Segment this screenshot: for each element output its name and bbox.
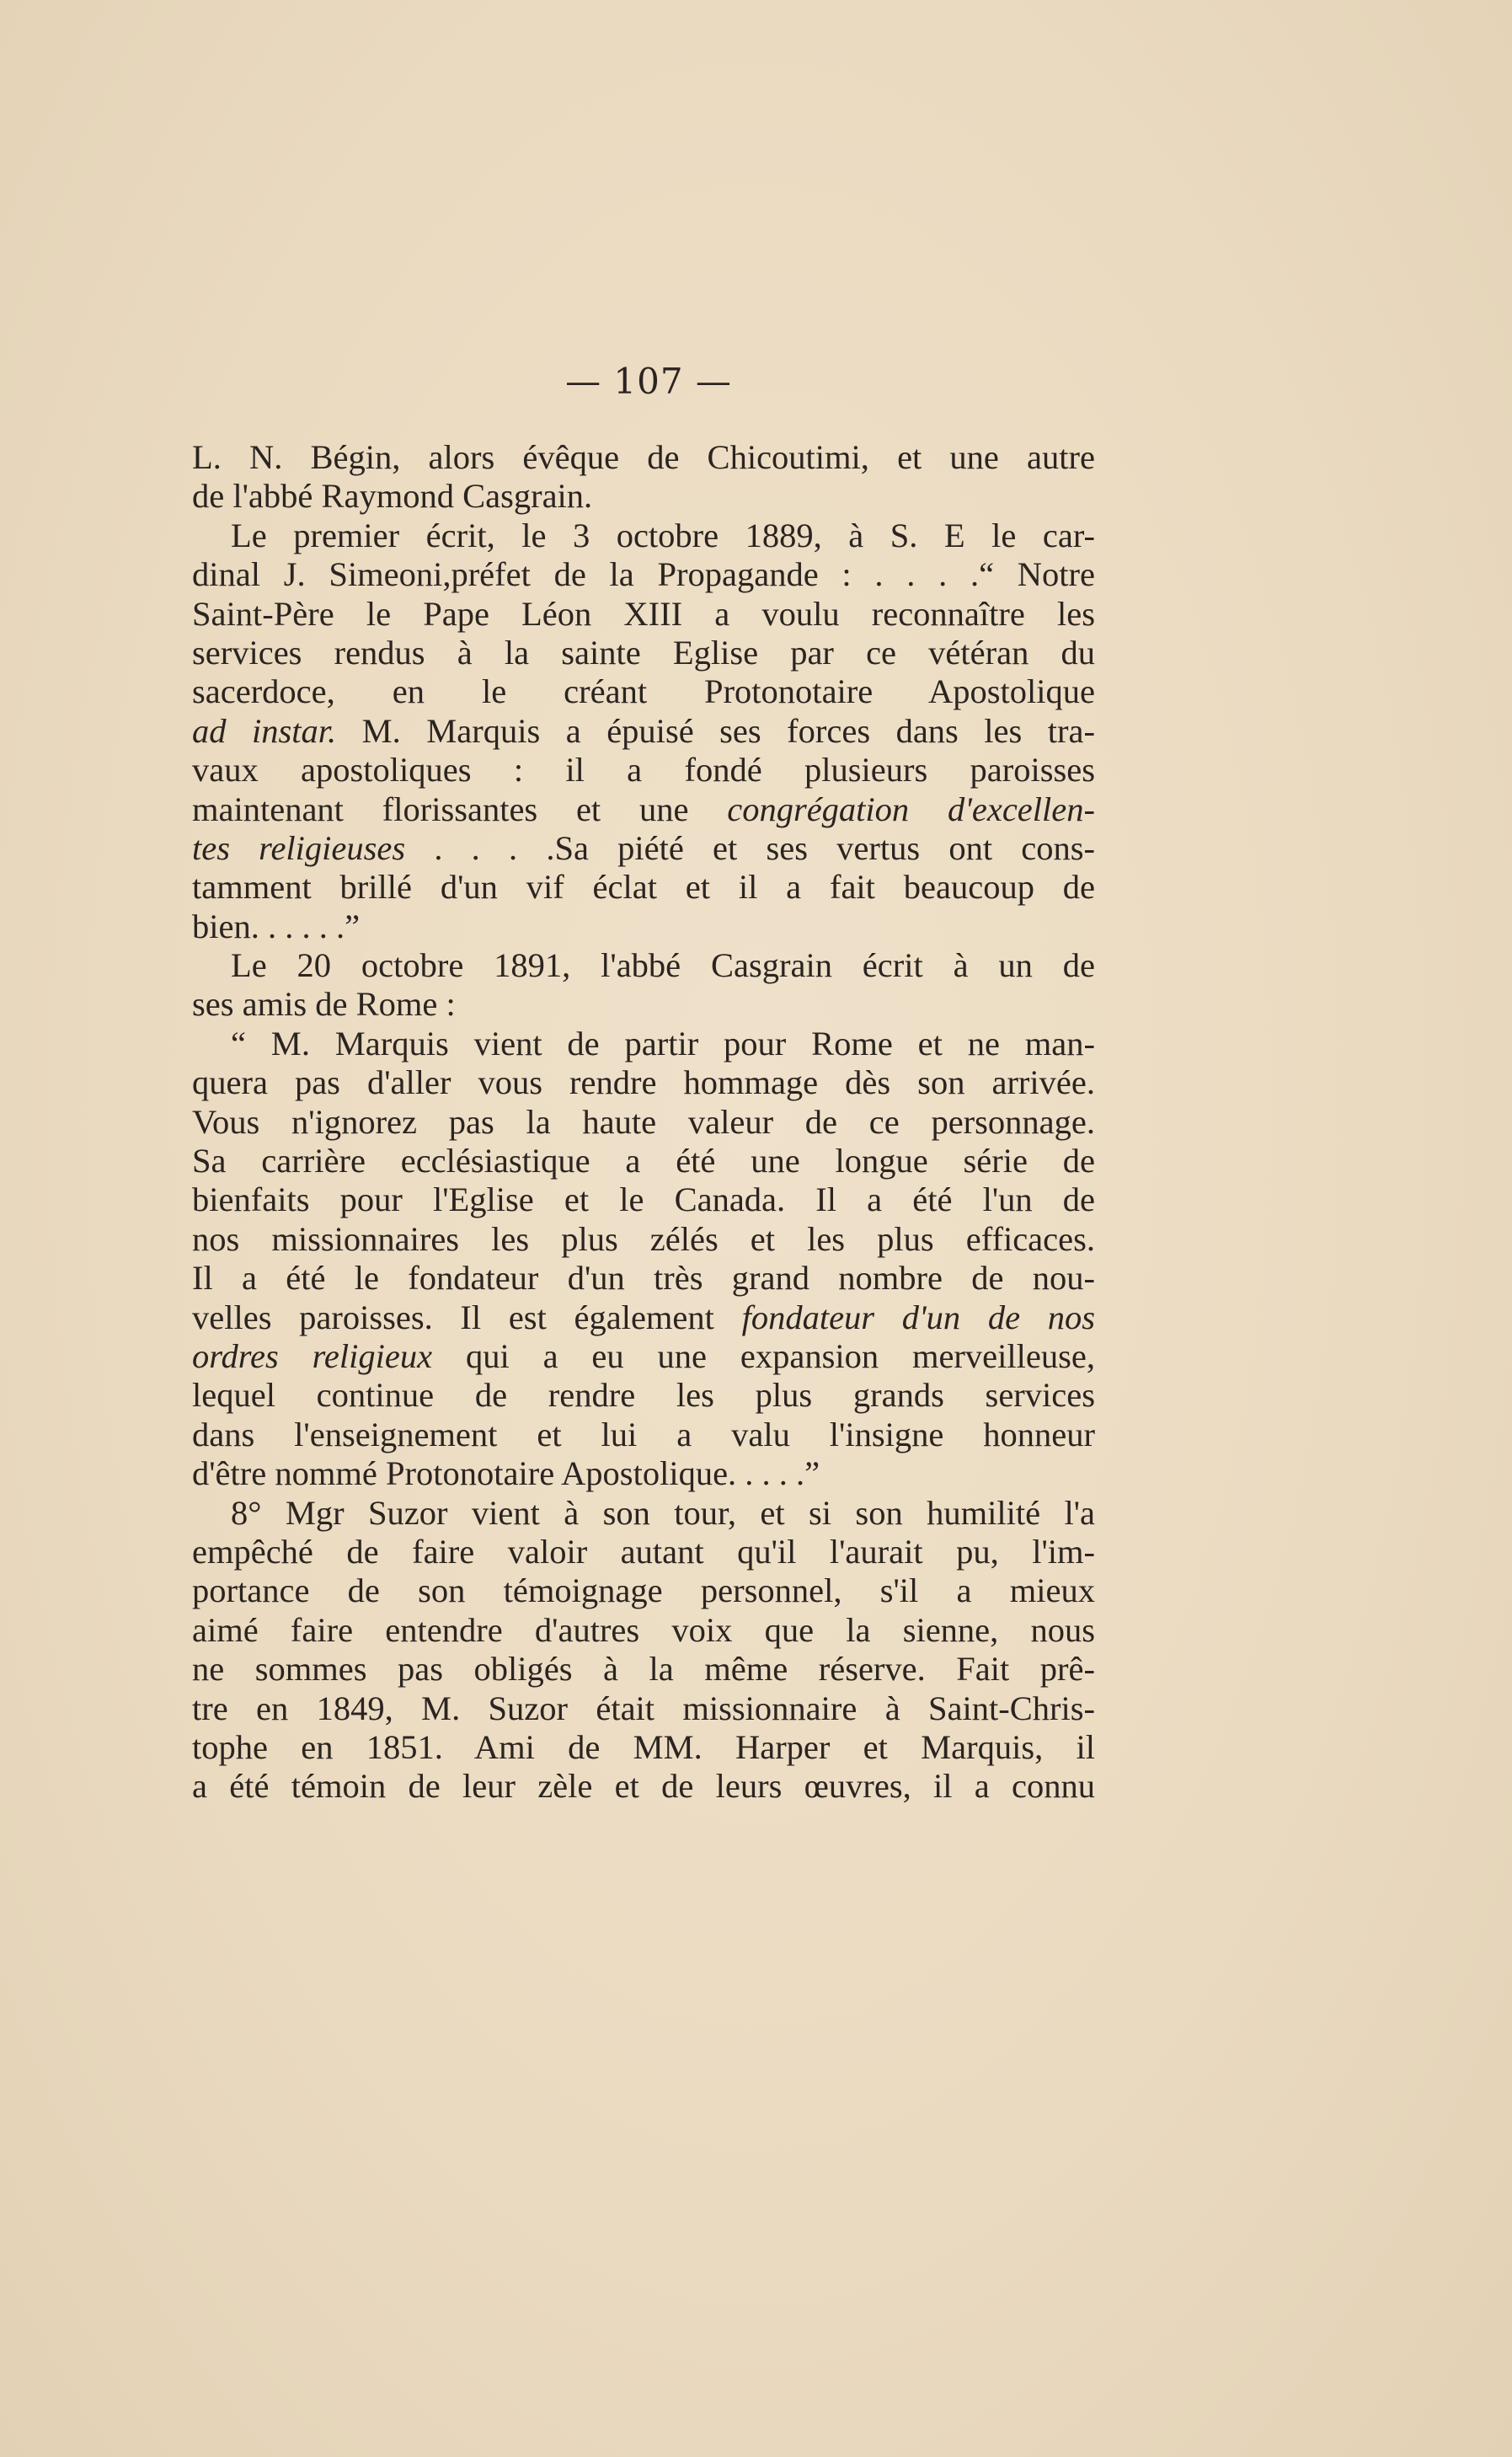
text-line: 8° Mgr Suzor vient à son tour, et si son humilité l'a xyxy=(231,1493,1095,1532)
text-line: lequel continue de rendre les plus grands services xyxy=(192,1376,1095,1415)
italic-text: tes religieuses xyxy=(192,828,406,867)
italic-text: ad instar. xyxy=(192,711,337,750)
text-line: de l'abbé Raymond Casgrain. xyxy=(192,477,593,516)
text-line: ne sommes pas obligés à la même réserve. Fait prê- xyxy=(192,1650,1095,1689)
text-line: Le 20 octobre 1891, l'abbé Casgrain écrit à un de xyxy=(231,946,1095,985)
page-number: — 107 — xyxy=(565,361,732,402)
text-span: . . . .Sa piété et ses vertus ont cons- xyxy=(405,828,1095,867)
text-span: qui a eu une expansion merveilleuse, xyxy=(432,1336,1095,1375)
text-line: tophe en 1851. Ami de MM. Harper et Marquis, il xyxy=(192,1727,1095,1766)
text-line xyxy=(192,829,1095,868)
text-line: empêché de faire valoir autant qu'il l'aurait pu, l'im- xyxy=(192,1532,1095,1571)
text-line xyxy=(192,790,1095,829)
text-line: Saint-Père le Pape Léon XIII a voulu reconnaître les xyxy=(192,594,1095,633)
text-line: tamment brillé d'un vif éclat et il a fait beaucoup de xyxy=(192,868,1095,907)
text-line: nos missionnaires les plus zélés et les plus efficaces. xyxy=(192,1219,1095,1258)
text-line: bien. . . . . .” xyxy=(192,907,361,945)
text-line: portance de son témoignage personnel, s'il a mieux xyxy=(192,1571,1095,1610)
text-line: L. N. Bégin, alors évêque de Chicoutimi, et une autre xyxy=(192,438,1095,476)
text-line: d'être nommé Protonotaire Apostolique. . . . .” xyxy=(192,1454,820,1493)
italic-text: ordres religieux xyxy=(192,1336,433,1375)
text-line: tre en 1849, M. Suzor était missionnaire à Saint-Chris- xyxy=(192,1689,1095,1727)
text-line xyxy=(192,712,1095,751)
text-line xyxy=(192,1337,1095,1376)
text-line: bienfaits pour l'Eglise et le Canada. Il a été l'un de xyxy=(192,1180,1095,1219)
text-line: aimé faire entendre d'autres voix que la sienne, nous xyxy=(192,1610,1095,1649)
text-line: vaux apostoliques : il a fondé plusieurs paroisses xyxy=(192,751,1095,790)
text-span: maintenant florissantes et une xyxy=(192,790,728,828)
text-line: Vous n'ignorez pas la haute valeur de ce personnage. xyxy=(192,1102,1095,1141)
text-line: ses amis de Rome : xyxy=(192,985,456,1024)
text-line: a été témoin de leur zèle et de leurs œuvres, il a connu xyxy=(192,1767,1095,1806)
italic-text: fondateur d'un de nos xyxy=(741,1298,1095,1336)
text-line: services rendus à la sainte Eglise par ce vétéran du xyxy=(192,633,1095,672)
text-line: quera pas d'aller vous rendre hommage dès son arrivée. xyxy=(192,1063,1095,1102)
text-line xyxy=(192,1298,1095,1337)
text-line: dans l'enseignement et lui a valu l'insigne honneur xyxy=(192,1415,1095,1453)
text-span: velles paroisses. Il est également xyxy=(192,1298,742,1336)
text-line: sacerdoce, en le créant Protonotaire Apostolique xyxy=(192,672,1095,711)
text-line: Il a été le fondateur d'un très grand nombre de nou- xyxy=(192,1259,1095,1298)
text-span: M. Marquis a épuisé ses forces dans les tra- xyxy=(336,711,1095,750)
body-text xyxy=(192,438,1095,1807)
text-line: “ M. Marquis vient de partir pour Rome et ne man- xyxy=(231,1024,1095,1063)
text-line: Sa carrière ecclésiastique a été une longue série de xyxy=(192,1142,1095,1180)
italic-text: congrégation d'excellen- xyxy=(727,790,1095,828)
text-line: Le premier écrit, le 3 octobre 1889, à S. E le car- xyxy=(231,516,1095,554)
text-line: dinal J. Simeoni,préfet de la Propagande : . . . .“ Notre xyxy=(192,555,1095,594)
